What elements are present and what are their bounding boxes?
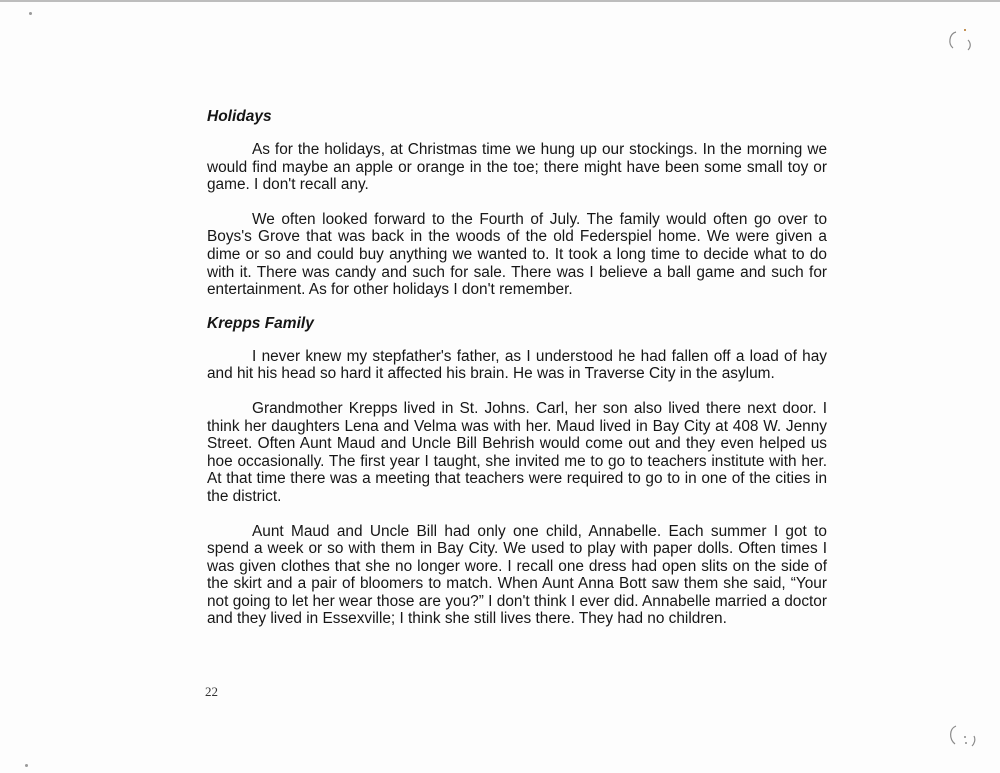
- page-number: 22: [205, 684, 218, 699]
- krepps-paragraph-1: I never knew my stepfather's father, as I understood he had fallen off a load of hay and hit his head so hard it affected his brain. He was in Traverse City in the asylum.: [207, 347, 827, 383]
- binder-hole-mark-icon: [944, 28, 974, 58]
- krepps-paragraph-2: Grandmother Krepps lived in St. Johns. Carl, her son also lived there next door. I think her daughters Lena and Velma was with her. Maud lived in Bay City at 408 W. Jenny Street. Often Aunt Maud and Uncle Bill Behrish would come out and they even helped us hoe occasionally. The first year I taught, she invited me to go to teachers institute with her. At that time there was a meeting that teachers were required to go to in one of the cities in the district.: [207, 399, 827, 505]
- holidays-paragraph-1: As for the holidays, at Christmas time we hung up our stockings. In the morning we would find maybe an apple or orange in the toe; there might have been some small toy or game. I don't recall any.: [207, 141, 827, 194]
- holidays-paragraph-2: We often looked forward to the Fourth of July. The family would often go over to Boys's Grove that was back in the woods of the old Federspiel home. We were given a dime or so and could buy anything we wanted to. It took a long time to decide what to do with it. There was candy and such for sale. There was I believe a ball game and such for entertainment. As for other holidays I don't remember.: [207, 210, 827, 299]
- page-content: [207, 108, 827, 645]
- krepps-paragraph-3: Aunt Maud and Uncle Bill had only one child, Annabelle. Each summer I got to spend a week or so with them in Bay City. We used to play with paper dolls. Often times I was given clothes that she no longer wore. I recall one dress had open slits on the side of the skirt and a pair of bloomers to match. When Aunt Anna Bott saw them she said, “Your not going to let her wear those are you?” I don't think I ever did. Annabelle married a doctor and they lived in Essexville; I think she still lives there. They had no children.: [207, 522, 827, 628]
- page-top-edge: [0, 0, 1000, 2]
- section-heading-krepps-family: Krepps Family: [207, 314, 314, 332]
- binder-hole-mark-icon: [946, 722, 976, 752]
- scan-speck: [29, 12, 32, 15]
- scan-speck: [25, 764, 28, 767]
- section-heading-holidays: Holidays: [207, 108, 272, 125]
